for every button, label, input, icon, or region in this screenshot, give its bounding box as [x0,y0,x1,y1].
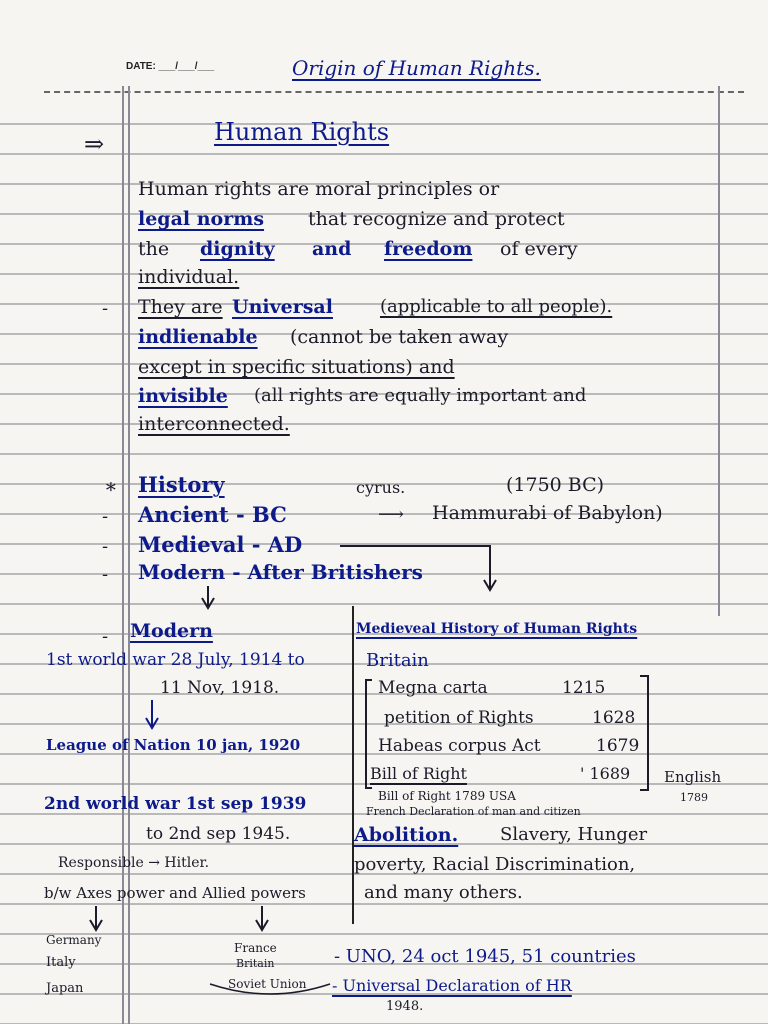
ww1-line-1: 1st world war 28 July, 1914 to [46,650,305,670]
bullet-dash: - [102,298,109,319]
history-hammurabi: Hammurabi of Babylon) [432,502,663,524]
doc-year: 1679 [596,736,640,756]
doc-name: Bill of Right [370,764,467,783]
history-modern: Modern - After Britishers [138,560,423,584]
history-medieval: Medieval - AD [138,532,303,557]
responsible-hitler: Responsible → Hitler. [58,855,210,871]
definition-of-every: of every [500,238,578,260]
uno-line: - UNO, 24 oct 1945, 51 countries [334,946,636,967]
traits-invisible: invisible [138,385,228,407]
definition-and: and [312,238,352,260]
star-bullet-icon: ∗ [104,474,118,498]
medieval-connector [340,546,490,588]
traits-cannot: (cannot be taken away [290,326,509,348]
medieval-history-title: Medieveal History of Human Rights [356,621,638,637]
allied-country: France [234,941,277,955]
doc-name: Habeas corpus Act [378,736,541,756]
traits-they-are: They are [138,296,223,318]
doc-year: 1628 [592,708,636,728]
definition-line-2: that recognize and protect [308,208,565,230]
bill-of-right-usa: Bill of Right 1789 USA [378,789,516,803]
allied-country: Britain [236,957,275,970]
history-ancient: Ancient - BC [138,502,287,527]
traits-applicable: (applicable to all people). [380,296,613,317]
french-declaration: French Declaration of man and citizen [366,805,581,818]
axis-down-arrow [90,906,102,930]
doc-name: petition of Rights [384,708,534,728]
bullet-dash: - [102,564,109,585]
arrow-right-icon: ⇒ [84,130,105,158]
definition-freedom: freedom [384,238,473,260]
date-label: DATE: ___/___/___ [126,61,215,72]
french-year: 1789 [680,791,708,804]
docs-right-bracket [640,676,648,790]
modern-title: Modern [130,620,213,642]
allied-country: Soviet Union [228,977,307,991]
ww1-line-2: 11 Nov, 1918. [160,678,280,698]
doc-name: Megna carta [378,678,488,698]
britain-label: Britain [366,650,429,671]
abolition-line-2: poverty, Racial Discrimination, [354,854,636,875]
definition-line-1: Human rights are moral principles or [138,178,500,200]
long-arrow-icon: ⟶ [378,504,404,525]
axis-country: Japan [46,981,84,996]
history-date-bc: (1750 BC) [506,474,605,496]
definition-the: the [138,238,170,260]
bullet-dash: - [102,506,109,527]
traits-interconnected: interconnected. [138,413,290,435]
udhr-year: 1948. [386,999,424,1014]
allied-down-arrow [256,906,268,930]
axis-country: Italy [46,955,76,970]
traits-except: except in specific situations) and [138,356,455,378]
definition-line-4: individual. [138,266,240,288]
abolition-line-3: and many others. [364,882,523,903]
page-title: Origin of Human Rights. [292,56,541,80]
abolition-rest: Slavery, Hunger [500,824,648,845]
history-cyrus: cyrus. [356,478,406,497]
ww1-down-arrow [146,700,158,728]
definition-dignity: dignity [200,238,275,260]
ww2-line-1: 2nd world war 1st sep 1939 [44,794,307,814]
traits-equally: (all rights are equally important and [254,385,587,406]
english-label: English [664,768,722,786]
traits-universal: Universal [232,296,333,318]
bullet-dash: - [102,536,109,557]
history-title: History [138,472,225,497]
league-of-nation: League of Nation 10 jan, 1920 [46,736,301,754]
axis-country: Germany [46,933,102,947]
doc-year: ' 1689 [580,764,631,783]
ww2-line-2: to 2nd sep 1945. [146,824,291,844]
udhr-line: - Universal Declaration of HR [332,976,572,995]
axis-allied-line: b/w Axes power and Allied powers [44,884,306,902]
modern-down-arrow [202,586,214,608]
section-title: Human Rights [214,118,390,146]
abolition-label: Abolition. [354,824,459,846]
traits-indlienable: indlienable [138,326,258,348]
doc-year: 1215 [562,678,606,698]
definition-legal-norms: legal norms [138,208,265,230]
bullet-dash: - [102,626,109,647]
